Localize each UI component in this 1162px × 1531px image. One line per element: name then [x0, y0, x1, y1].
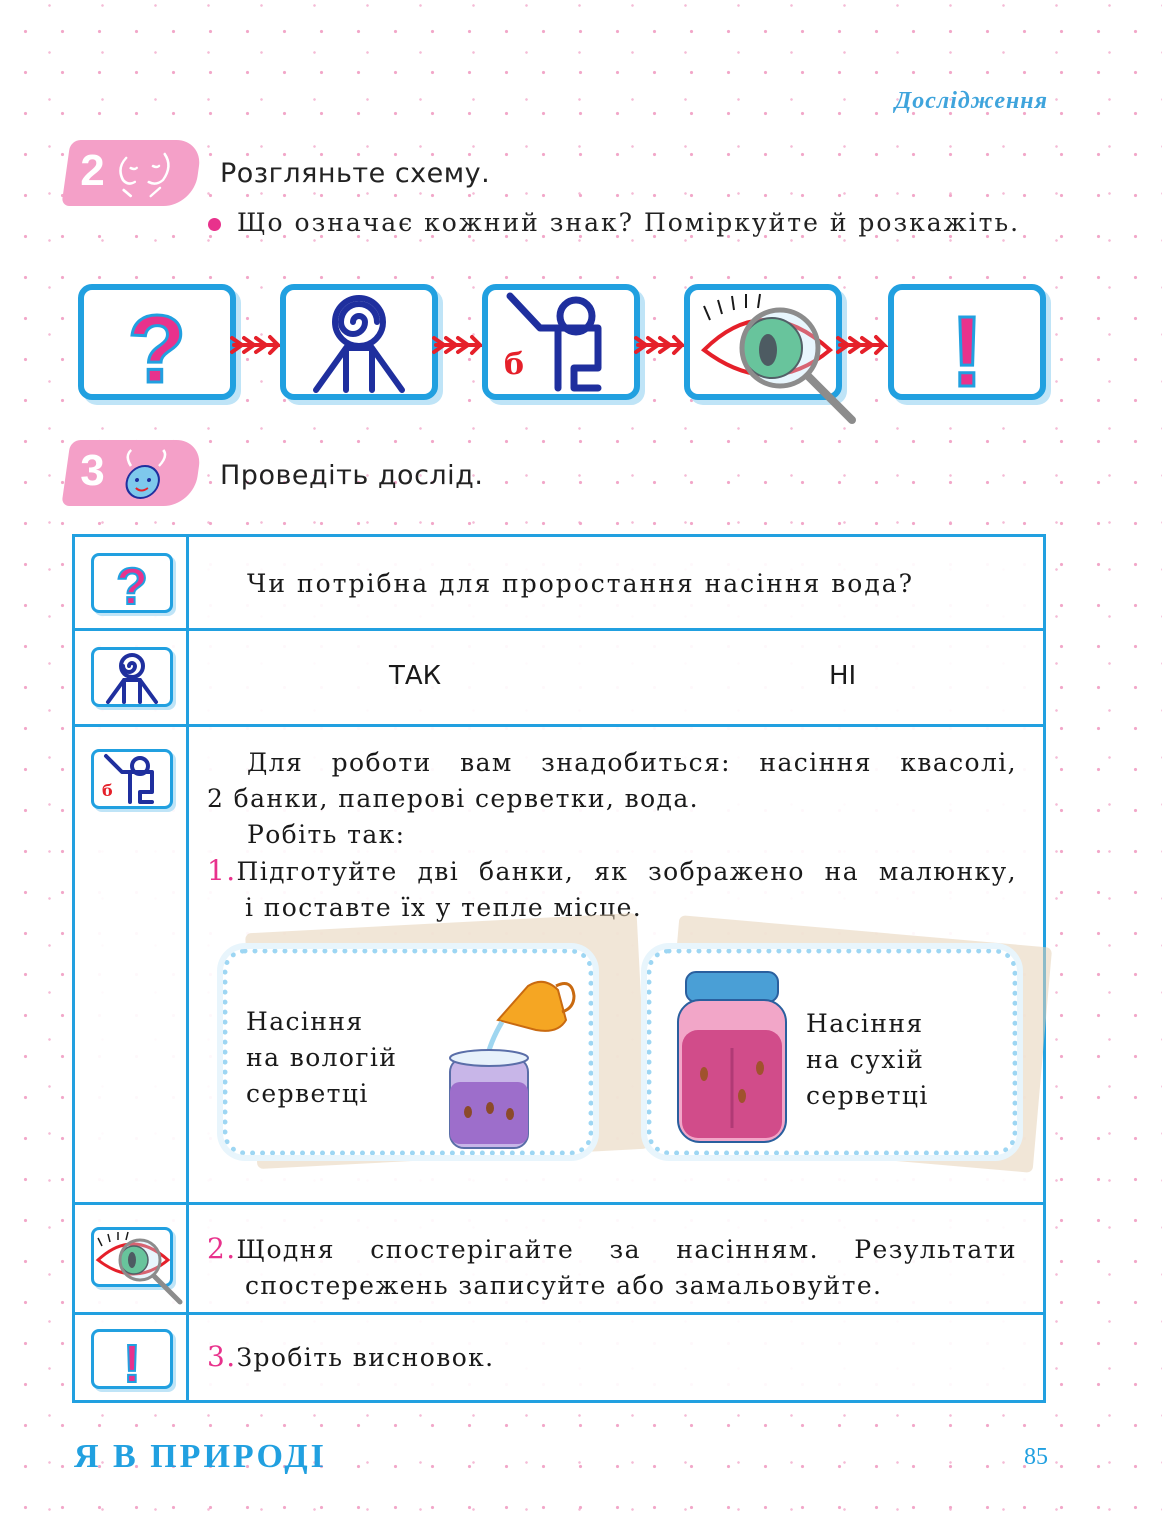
procedure-cell [188, 726, 1045, 1204]
answers-row [189, 631, 1043, 724]
task-number: 2 [80, 146, 105, 195]
arrow-right-icon [634, 330, 688, 360]
raised-hand-person-icon [488, 290, 634, 394]
step-1-number: 1. [207, 854, 237, 887]
exclamation-box [91, 1329, 173, 1389]
step-2-line-1: 2.Щодня спостерігайте за насінням. Результати [207, 1232, 1017, 1265]
svg-text:!: ! [123, 1334, 141, 1386]
icon-cell [74, 630, 188, 726]
question-mark-box [91, 553, 173, 613]
thinking-person-icon [94, 650, 170, 704]
section-label: Дослідження [894, 88, 1048, 114]
scheme-arrow-3 [634, 330, 688, 360]
svg-text:?: ? [116, 558, 148, 610]
step-3-line: 3.Зробіть висновок. [207, 1340, 495, 1373]
eye-magnifier-icon [94, 1230, 204, 1310]
icon-cell [74, 1314, 188, 1402]
task-badge-2 [61, 140, 202, 206]
table-row-observation [74, 1204, 1045, 1314]
step-2-number: 2. [207, 1232, 237, 1265]
table-row-hypothesis [74, 630, 1045, 726]
thinking-person-icon [286, 290, 432, 394]
table-row-conclusion [74, 1314, 1045, 1402]
svg-text:б: б [504, 347, 525, 382]
answers-cell [188, 630, 1045, 726]
dry-jar-label: Насіння на сухій серветці [806, 1009, 929, 1110]
scheme-arrow-4 [836, 330, 890, 360]
question-mark-icon [94, 556, 170, 610]
children-faces-icon [108, 144, 196, 204]
raised-hand-person-icon [94, 752, 170, 806]
task-2-title: Розгляньте схему. [220, 158, 491, 189]
page-number: 85 [1024, 1444, 1048, 1470]
scheme-question-box [78, 284, 236, 400]
bullet-dot [208, 218, 221, 231]
wet-jar-label: Насіння на вологій серветці [246, 1007, 398, 1108]
wet-jar-panel [223, 949, 593, 1155]
step-3-text [189, 1315, 1043, 1376]
task-2-question: Що означає кожний знак? Поміркуйте й розкажіть. [237, 208, 1021, 237]
task-2-bullet [208, 208, 1020, 237]
materials-line-1: Для роботи вам знадобиться: насіння квасолі, [247, 748, 1017, 777]
step-2-text [189, 1205, 1043, 1304]
eye-magnifier-icon [690, 290, 880, 430]
step-1-line-2: і поставте їх у тепле місце. [245, 893, 643, 922]
child-face-icon [108, 444, 196, 504]
conclusion-cell [188, 1314, 1045, 1402]
scheme-act-box [482, 284, 640, 400]
arrow-right-icon [230, 330, 284, 360]
arrow-right-icon [836, 330, 890, 360]
exclamation-mark-icon [94, 1332, 170, 1386]
scheme-conclusion-box [888, 284, 1046, 400]
icon-cell [74, 1204, 188, 1314]
eye-magnifier-box [91, 1227, 173, 1287]
procedure-text [189, 727, 1043, 926]
scheme-observe-box [684, 284, 842, 400]
table-row-procedure [74, 726, 1045, 1204]
step-3-number: 3. [207, 1340, 237, 1373]
wet-jar-illustration [438, 962, 588, 1152]
experiment-table [72, 534, 1046, 1403]
answer-no[interactable]: НІ [829, 661, 857, 691]
step-1-line-1: 1.Підготуйте дві банки, як зображено на малюнку, [207, 854, 1017, 887]
scheme-think-box [280, 284, 438, 400]
icon-cell [74, 726, 188, 1204]
do-this-label: Робіть так: [247, 820, 406, 849]
experiment-question: Чи потрібна для проростання насіння вода? [247, 569, 915, 598]
thinking-person-box [91, 647, 173, 707]
materials-line-2: 2 банки, паперові серветки, вода. [207, 784, 700, 813]
task-badge-3 [61, 440, 202, 506]
question-mark-icon [84, 290, 230, 394]
scheme-arrow-2 [432, 330, 486, 360]
answer-yes[interactable]: ТАК [389, 661, 442, 691]
step-2-line-2: спостережень записуйте або замальовуйте. [245, 1271, 883, 1300]
svg-text:б: б [102, 781, 113, 800]
svg-text:?: ? [127, 296, 187, 394]
raised-hand-box [91, 749, 173, 809]
question-cell [188, 536, 1045, 630]
observation-cell [188, 1204, 1045, 1314]
exclamation-mark-icon [894, 290, 1040, 394]
icon-cell [74, 536, 188, 630]
arrow-right-icon [432, 330, 486, 360]
table-row-question [74, 536, 1045, 630]
dry-jar-panel [647, 949, 1017, 1155]
dry-jar-illustration [672, 968, 792, 1148]
scheme-arrow-1 [230, 330, 284, 360]
task-3-title: Проведіть дослід. [220, 460, 484, 491]
svg-text:!: ! [950, 296, 984, 394]
task-number: 3 [80, 446, 105, 495]
chapter-title: Я В ПРИРОДІ [74, 1438, 327, 1475]
